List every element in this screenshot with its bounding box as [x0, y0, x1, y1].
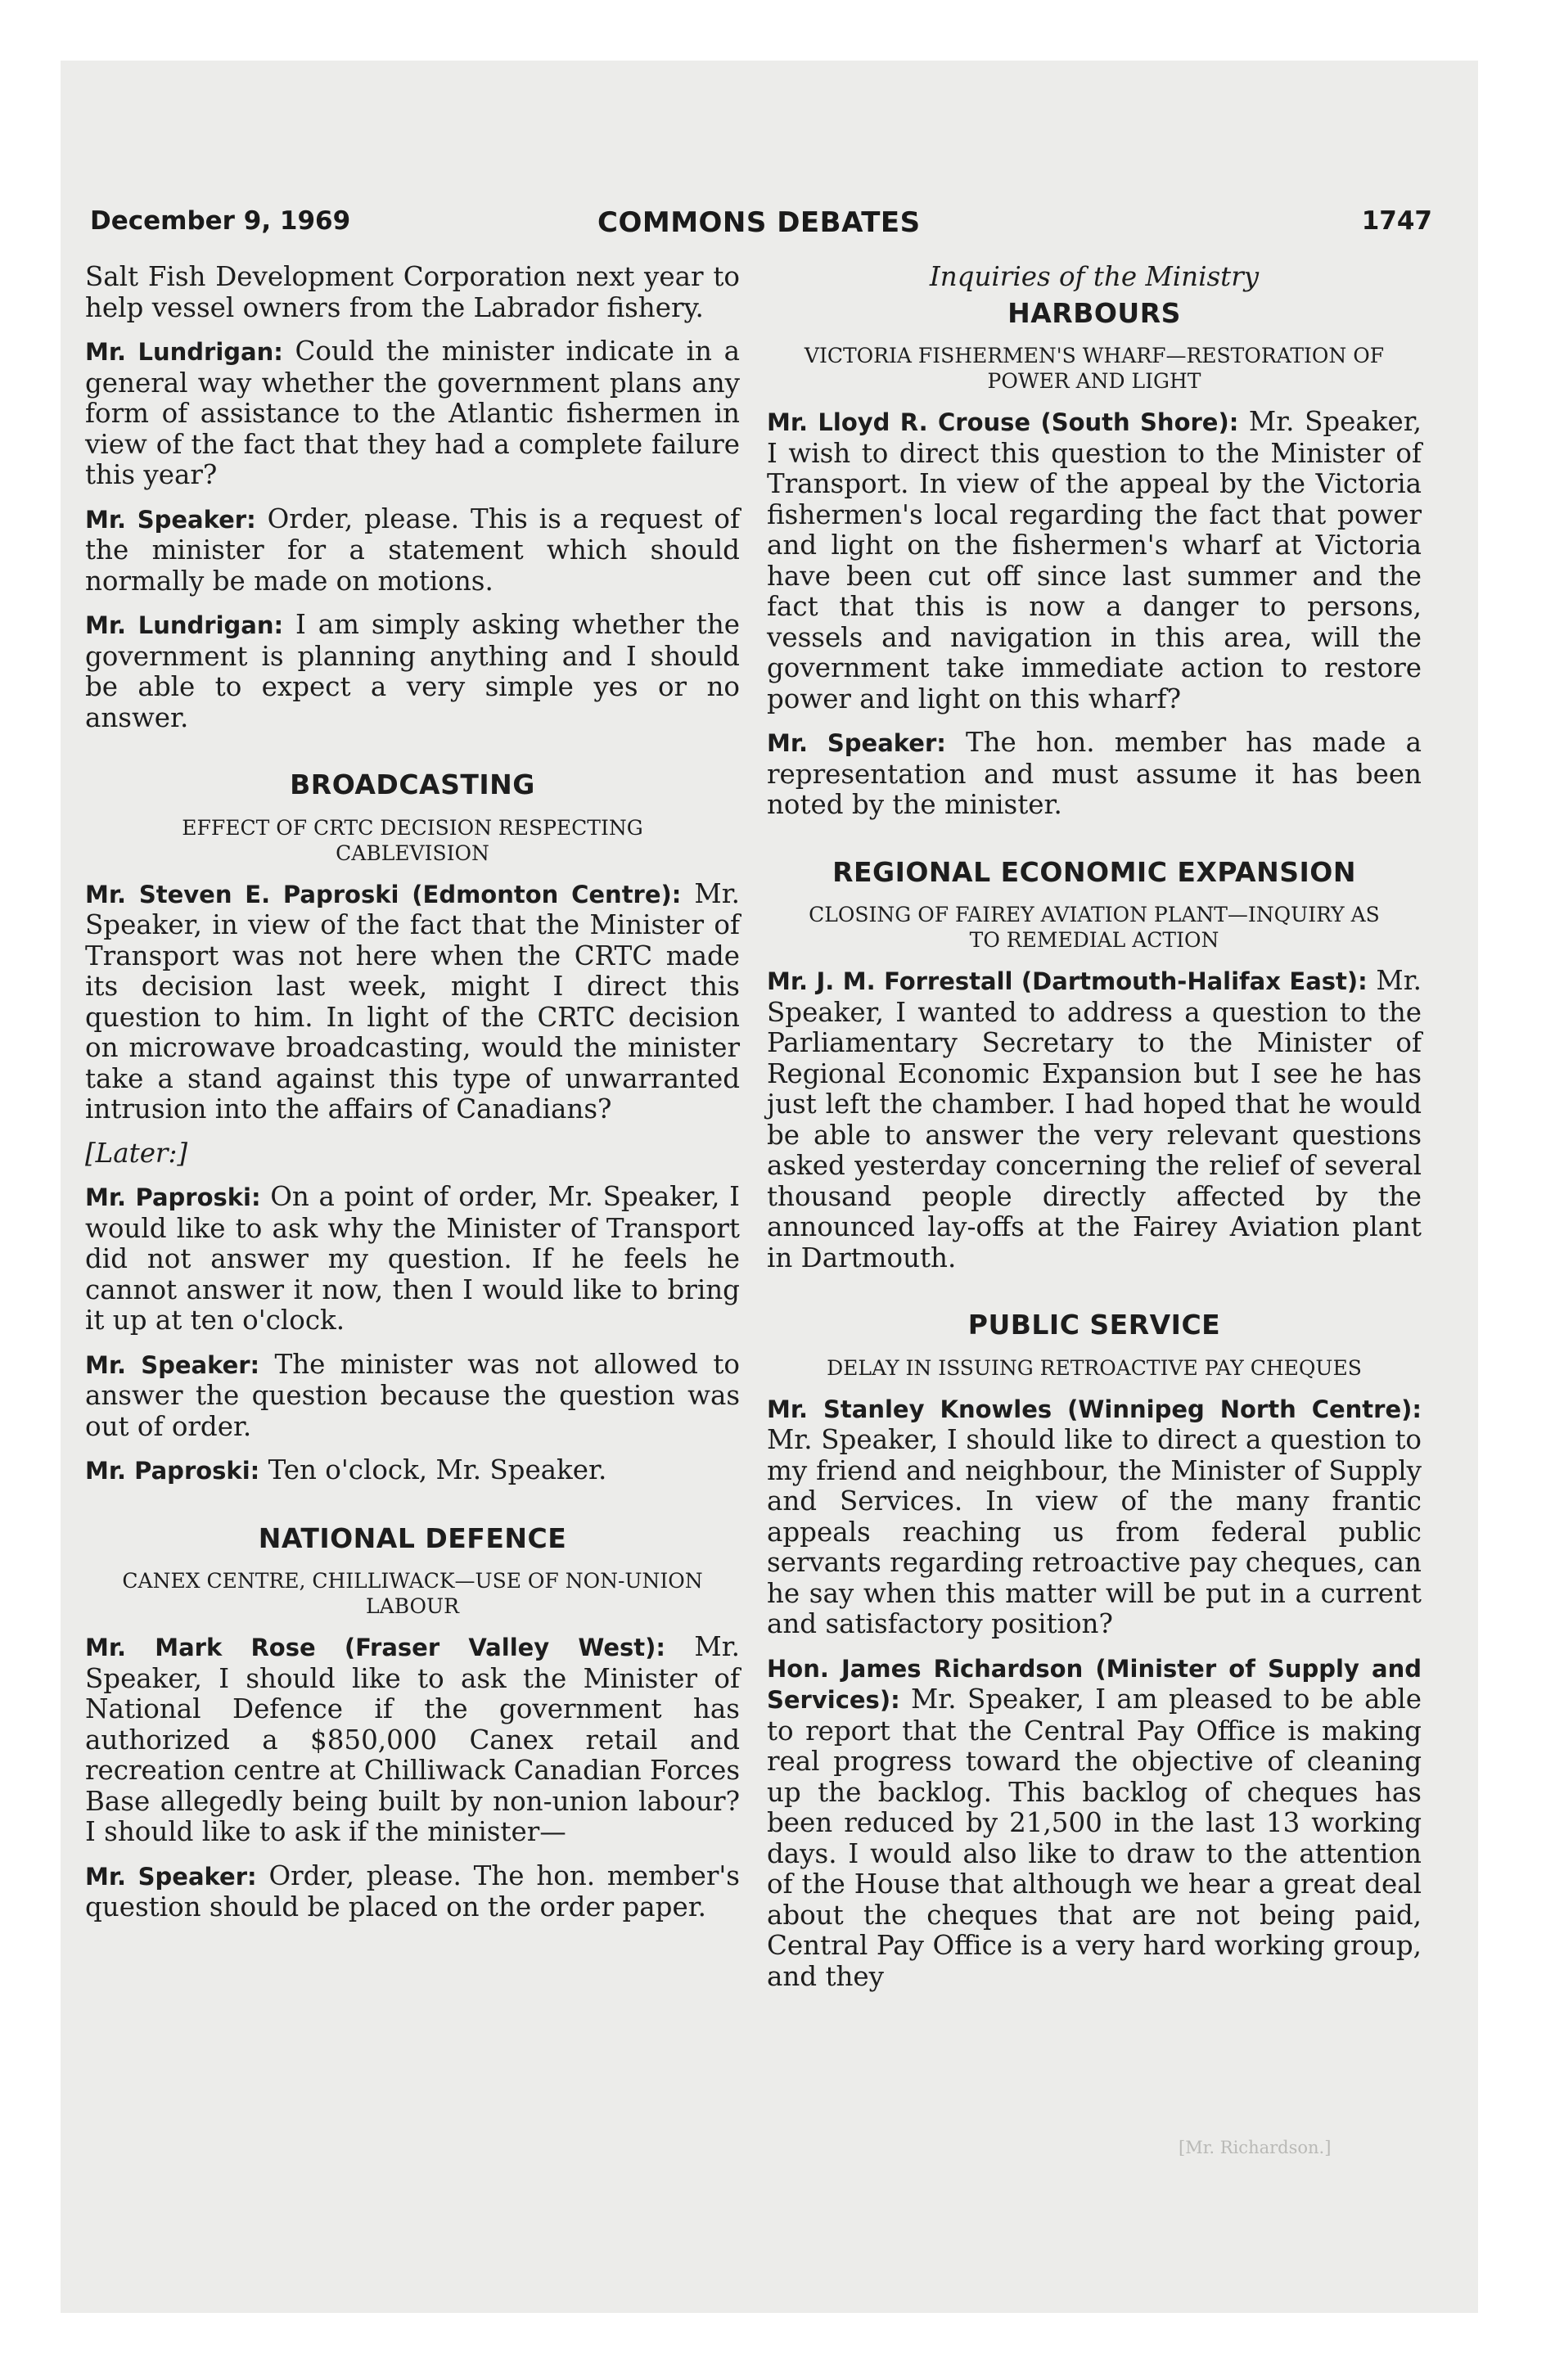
running-header: [90, 206, 1432, 247]
speaker-name: Mr. Speaker:: [85, 1350, 260, 1379]
speech-text: Order, please. The hon. member's question should be placed on the order paper.: [85, 1859, 740, 1922]
section-heading: REGIONAL ECONOMIC EXPANSION: [832, 855, 1356, 888]
speech-text: Mr. Speaker, I should like to direct a question to my friend and neighbour, the Minister of Supply and Services. In view of the many frantic appeals reaching us from federal public servants regarding retroactive pay cheques, can he say when this matter will be put in a current and satisfactory position?: [767, 1424, 1422, 1639]
speaker-name: Mr. Steven E. Paproski (Edmonton Centre):: [85, 880, 682, 908]
speech-text: Mr. Speaker, I am pleased to be able to report that the Central Pay Office is making real progress toward the objective of cleaning up the backlog. This backlog of cheques has been reduced by 21,500 in the last 13 working days. I would also like to draw to the attention of the House that although we hear a great deal about the cheques that are not being paid, Central Pay Office is a very hard working group, and they: [767, 1684, 1422, 1992]
paragraph: [767, 728, 1422, 821]
paragraph: Salt Fish Development Corporation next year to help vessel owners from the Labrador fishery.: [85, 261, 740, 323]
speaker-name: Mr. Lundrigan:: [85, 611, 284, 639]
speaker-name: Mr. Paproski:: [85, 1457, 260, 1485]
section-heading: BROADCASTING: [290, 769, 535, 800]
paragraph: [85, 1455, 740, 1487]
speaker-name: Mr. Stanley Knowles (Winnipeg North Centre):: [767, 1395, 1422, 1423]
speech-text: Mr. Speaker, I wanted to address a question to the Parliamentary Secretary to the Minister of Regional Economic Expansion but I see he has just left the chamber. I had hoped that he would be able to answer the very relevant questions asked yesterday concerning the relief of several thousand people directly affected by the announced lay-offs at the Fairey Aviation plant in Dartmouth.: [767, 965, 1422, 1273]
paragraph: [767, 1653, 1422, 1993]
header-title: COMMONS DEBATES: [597, 206, 921, 239]
faint-speaker-note: [Mr. Richardson.]: [1179, 2138, 1332, 2157]
paragraph: [85, 610, 740, 733]
speech-text: Ten o'clock, Mr. Speaker.: [259, 1454, 607, 1485]
paragraph: [85, 504, 740, 597]
later-marker: [Later:]: [85, 1137, 188, 1169]
header-page-number: 1747: [1361, 206, 1432, 236]
section-subheading: DELAY IN ISSUING RETROACTIVE PAY CHEQUES: [827, 1355, 1362, 1380]
speaker-name: Mr. J. M. Forrestall (Dartmouth-Halifax East):: [767, 967, 1368, 995]
paragraph: [85, 1632, 740, 1848]
speaker-name: Mr. Lundrigan:: [85, 338, 283, 366]
speech-text: The minister was not allowed to answer the question because the question was out of order.: [85, 1348, 740, 1442]
speaker-name: Mr. Paproski:: [85, 1183, 261, 1211]
inquiries-heading: Inquiries of the Ministry: [929, 261, 1260, 292]
speech-text: Mr. Speaker, I should like to ask the Minister of National Defence if the government has authorized a $850,000 Canex retail and recreation centre at Chilliwack Canadian Forces Base allegedly being built by non-union labour? I should like to ask if the minister—: [85, 1631, 741, 1847]
left-column: [85, 262, 740, 1936]
speech-text: On a point of order, Mr. Speaker, I would like to ask why the Minister of Transport did not answer my question. If he feels he cannot answer it now, then I would like to bring it up at ten o'clock.: [85, 1181, 740, 1336]
section-subheading: EFFECT OF CRTC DECISION RESPECTING CABLEVISION: [182, 815, 643, 865]
speaker-name: Mr. Lloyd R. Crouse (South Shore):: [767, 408, 1239, 436]
speech-text: The hon. member has made a representation and must assume it has been noted by the minister.: [767, 727, 1422, 820]
paragraph: [85, 336, 740, 491]
section-subheading: CLOSING OF FAIREY AVIATION PLANT—INQUIRY AS TO REMEDIAL ACTION: [809, 903, 1380, 952]
paragraph: [85, 879, 740, 1125]
speech-text: Could the minister indicate in a general way whether the government plans any form of assistance to the Atlantic fishermen in view of the fact that they had a complete failure this year?: [85, 336, 741, 490]
paragraph: [767, 1394, 1422, 1640]
speaker-name: Mr. Speaker:: [767, 729, 946, 757]
speaker-name: Mr. Mark Rose (Fraser Valley West):: [85, 1634, 665, 1661]
section-heading: HARBOURS: [1007, 296, 1181, 329]
speech-text: Order, please. This is a request of the minister for a statement which should normally be made on motions.: [85, 503, 740, 597]
paragraph: [85, 1350, 740, 1443]
header-date: December 9, 1969: [90, 206, 351, 236]
section-subheading: CANEX CENTRE, CHILLIWACK—USE OF NON-UNION LABOUR: [122, 1569, 703, 1618]
paragraph: [85, 1182, 740, 1336]
speech-text: Mr. Speaker, I wish to direct this question to the Minister of Transport. In view of the appeal by the Victoria fishermen's local regarding the fact that power and light on the fishermen's wharf at Victoria have been cut off since last summer and the fact that this is now a danger to persons, vessels and navigation in this area, will the government take immediate action to restore power and light on this wharf?: [767, 406, 1422, 714]
speaker-name: Mr. Speaker:: [85, 1862, 257, 1891]
speech-text: I am simply asking whether the government is planning anything and I should be able to expect a very simple yes or no answer.: [85, 609, 740, 733]
section-heading: PUBLIC SERVICE: [967, 1309, 1221, 1341]
speaker-name: Mr. Speaker:: [85, 505, 256, 534]
paragraph: [767, 966, 1422, 1273]
speaker-name: Hon. James Richardson (Minister of Supply and Services):: [767, 1654, 1422, 1714]
paragraph: [85, 1861, 740, 1923]
paragraph: [767, 407, 1422, 714]
speech-text: Mr. Speaker, in view of the fact that the Minister of Transport was not here when the CRTC made its decision last week, might I direct this question to him. In light of the CRTC decision on microwave broadcasting, would the minister take a stand against this type of unwarranted intrusion into the affairs of Canadians?: [85, 877, 741, 1125]
right-column: [767, 262, 1422, 2005]
section-subheading: VICTORIA FISHERMEN'S WHARF—RESTORATION OF POWER AND LIGHT: [804, 344, 1385, 393]
section-heading: NATIONAL DEFENCE: [258, 1521, 567, 1554]
